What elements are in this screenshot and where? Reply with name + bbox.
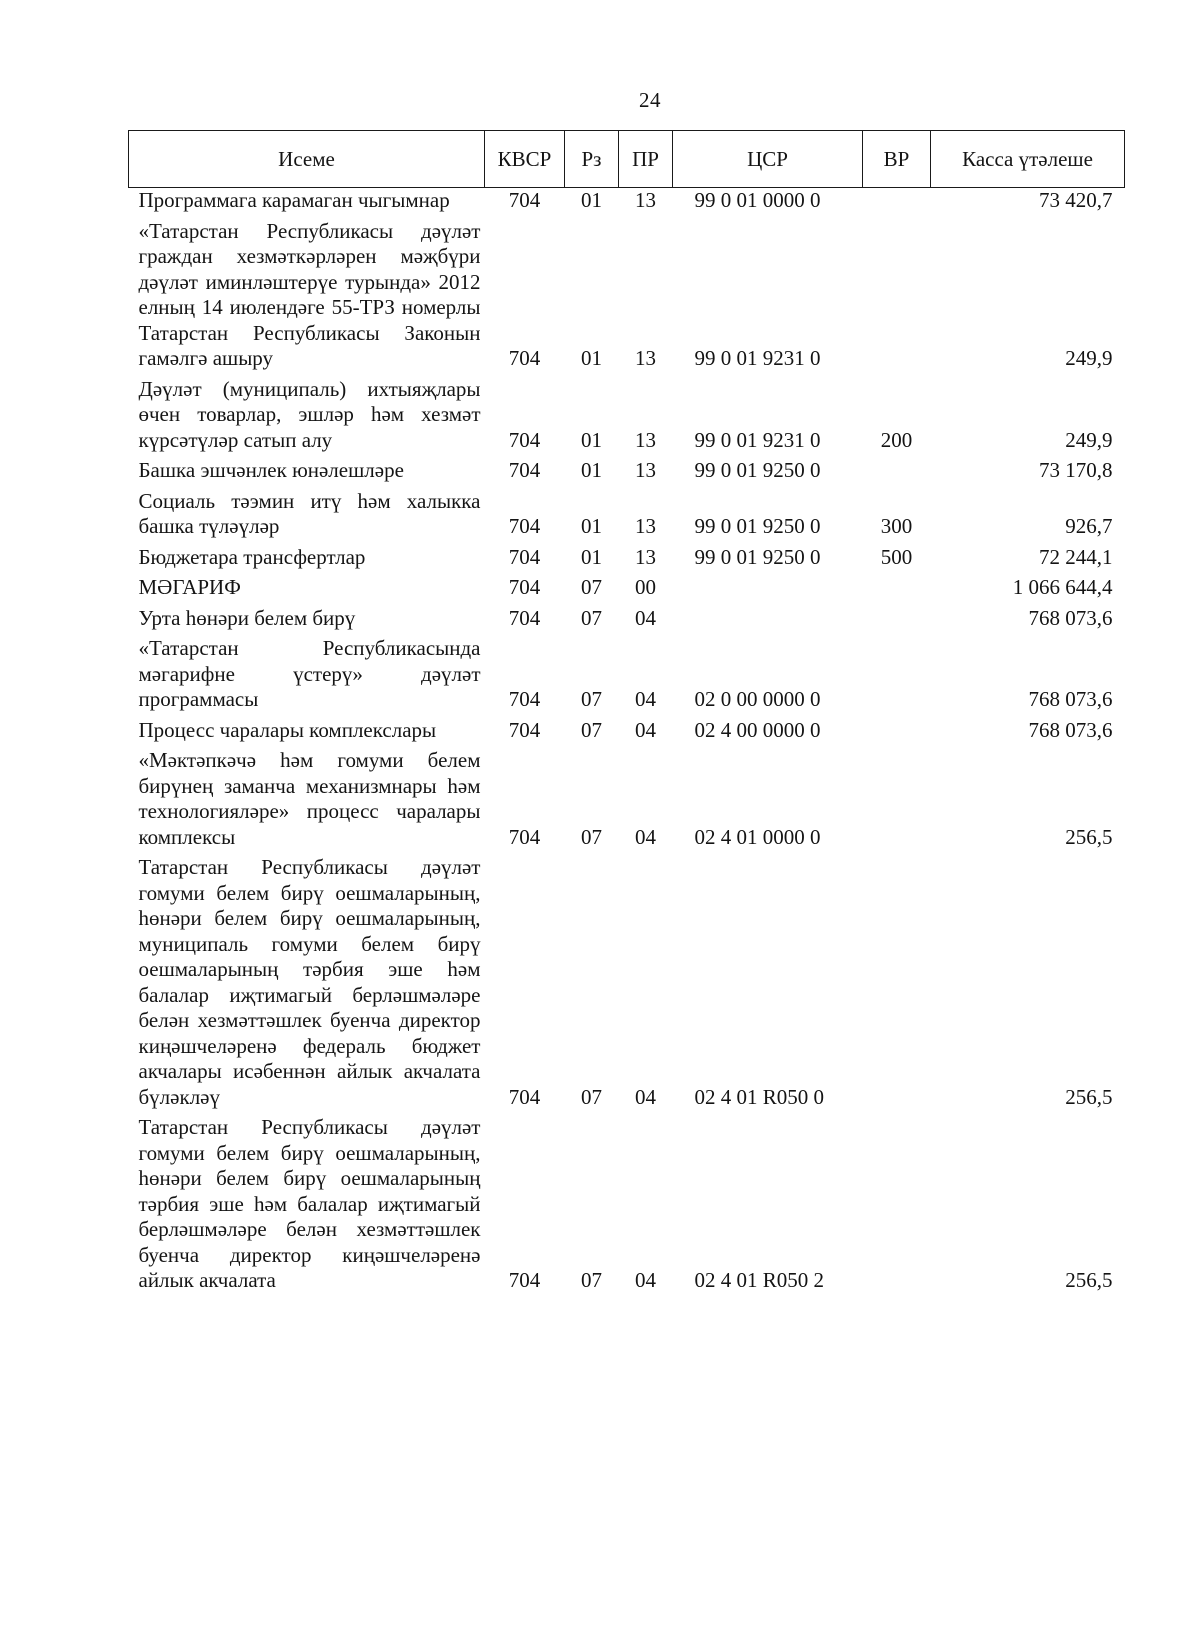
row-rz: 01	[581, 188, 602, 212]
row-rz: 01	[581, 427, 602, 452]
header-amount: Касса үтәлеше	[931, 131, 1125, 188]
table-row	[129, 604, 1125, 635]
row-name: Башка эшчәнлек юнәлешләре	[138, 458, 404, 482]
row-vr	[863, 634, 931, 716]
table-body	[129, 188, 1125, 1297]
row-rz: 01	[581, 544, 602, 569]
row-kvsr: 704	[508, 544, 541, 569]
table-row	[129, 634, 1125, 716]
row-kvsr: 704	[508, 427, 541, 452]
row-pr: 04	[635, 1268, 656, 1292]
table-row	[129, 543, 1125, 574]
row-csr: 02 4 01 R050 2	[694, 1268, 825, 1292]
table-row	[129, 746, 1125, 853]
header-rz: Рз	[565, 131, 619, 188]
row-csr: 99 0 01 9250 0	[694, 458, 821, 482]
row-pr: 13	[635, 427, 656, 452]
row-csr: 99 0 01 0000 0	[694, 188, 821, 212]
row-pr: 04	[635, 1084, 656, 1109]
row-pr: 04	[635, 687, 656, 711]
row-kvsr: 704	[508, 458, 541, 482]
row-amount: 256,5	[1065, 1268, 1113, 1292]
row-name: Дәүләт (муниципаль) ихтыяҗлары өчен товарлар, эшләр һәм хезмәт күрсәтүләр сатып алу	[138, 376, 481, 452]
row-rz: 07	[581, 605, 602, 630]
table-header	[129, 131, 1125, 188]
row-vr	[863, 456, 931, 487]
row-kvsr: 704	[508, 346, 541, 370]
row-vr	[863, 746, 931, 853]
row-vr	[863, 217, 931, 375]
table-header-row	[129, 131, 1125, 188]
row-pr: 13	[635, 458, 656, 482]
row-kvsr: 704	[508, 687, 541, 711]
row-name: «Татарстан Республикасында мәгарифне үстерү» дәүләт программасы	[138, 636, 481, 711]
row-csr: 99 0 01 9250 0	[694, 544, 821, 569]
table-row	[129, 217, 1125, 375]
row-rz: 07	[581, 687, 602, 711]
header-pr: ПР	[619, 131, 673, 188]
table-row	[129, 573, 1125, 604]
header-csr: ЦСР	[673, 131, 863, 188]
row-pr: 04	[635, 717, 656, 742]
row-csr: 02 4 01 0000 0	[694, 824, 821, 849]
row-rz: 07	[581, 1084, 602, 1109]
row-amount: 926,7	[1065, 514, 1113, 538]
row-kvsr: 704	[508, 575, 541, 599]
row-rz: 07	[581, 575, 602, 599]
row-amount: 256,5	[1065, 1084, 1113, 1109]
row-rz: 01	[581, 514, 602, 538]
row-amount: 1 066 644,4	[1012, 575, 1113, 599]
row-rz: 07	[581, 824, 602, 849]
row-vr	[863, 853, 931, 1113]
row-csr: 02 4 00 0000 0	[694, 717, 821, 742]
row-pr: 13	[635, 346, 656, 370]
row-vr: 300	[880, 514, 913, 538]
row-kvsr: 704	[508, 1084, 541, 1109]
row-name: Бюджетара трансфертлар	[138, 544, 366, 569]
row-csr: 99 0 01 9250 0	[694, 514, 821, 538]
row-name: Процесс чаралары комплекслары	[138, 717, 437, 742]
row-pr: 13	[635, 544, 656, 569]
table-row	[129, 1113, 1125, 1297]
row-name: «Мәктәпкәчә һәм гомуми белем бирүнең заманча механизмнары һәм технологияләре» процесс чаралары комплексы	[138, 748, 481, 849]
row-amount: 249,9	[1065, 427, 1113, 452]
row-name: МӘГАРИФ	[138, 575, 241, 599]
row-vr: 500	[880, 544, 913, 569]
row-name: Татарстан Республикасы дәүләт гомуми белем бирү оешмаларының, һөнәри белем бирү оешмаларының, муниципаль гомуми белем бирү оешмаларының тәрбия эше һәм балалар иҗтимагый берләшмәләре белән хезмәттәшлек буенча директор киңәшчеләренә федераль бюджет акчалары исәбеннән айлык акчалата бүләкләү	[138, 855, 481, 1109]
row-rz: 07	[581, 717, 602, 742]
table-row	[129, 188, 1125, 217]
row-rz: 01	[581, 458, 602, 482]
row-kvsr: 704	[508, 605, 541, 630]
row-csr: 99 0 01 9231 0	[694, 346, 821, 370]
row-vr	[863, 573, 931, 604]
table-row	[129, 375, 1125, 457]
table-row	[129, 456, 1125, 487]
row-csr	[673, 573, 863, 604]
row-csr: 02 4 01 R050 0	[694, 1084, 825, 1109]
row-amount: 768 073,6	[1028, 687, 1113, 711]
row-amount: 73 170,8	[1039, 458, 1113, 482]
row-pr: 13	[635, 188, 656, 212]
row-kvsr: 704	[508, 514, 541, 538]
row-pr: 04	[635, 605, 656, 630]
page-number: 24	[639, 88, 661, 112]
row-name: «Татарстан Республикасы дәүләт граждан хезмәткәрләрен мәҗбүри дәүләт иминләштерүе турында» 2012 елның 14 июлендәге 55-ТРЗ номерлы Татарстан Республикасы Законын гамәлгә ашыру	[138, 218, 481, 370]
row-vr	[863, 604, 931, 635]
row-amount: 768 073,6	[1028, 605, 1113, 630]
row-name: Урта һөнәри белем бирү	[138, 605, 356, 630]
header-kvsr: КВСР	[485, 131, 565, 188]
row-amount: 72 244,1	[1039, 544, 1113, 569]
row-kvsr: 704	[508, 824, 541, 849]
header-name: Исеме	[129, 131, 485, 188]
row-vr	[863, 1113, 931, 1297]
table-row	[129, 487, 1125, 543]
row-name: Программага карамаган чыгымнар	[138, 188, 450, 212]
row-csr	[673, 604, 863, 635]
row-pr: 00	[635, 575, 656, 599]
table-row	[129, 716, 1125, 747]
row-rz: 07	[581, 1268, 602, 1292]
row-name: Социаль тәэмин итү һәм халыкка башка түләүләр	[138, 488, 481, 538]
table-row	[129, 853, 1125, 1113]
row-amount: 256,5	[1065, 824, 1113, 849]
row-rz: 01	[581, 346, 602, 370]
row-csr: 02 0 00 0000 0	[694, 687, 821, 711]
row-csr: 99 0 01 9231 0	[694, 427, 821, 452]
row-kvsr: 704	[508, 188, 541, 212]
row-kvsr: 704	[508, 1268, 541, 1292]
header-vr: ВР	[863, 131, 931, 188]
row-amount: 768 073,6	[1028, 717, 1113, 742]
row-vr	[863, 188, 931, 217]
row-name: Татарстан Республикасы дәүләт гомуми белем бирү оешмаларының, һөнәри белем бирү оешмаларының тәрбия эше һәм балалар иҗтимагый берләшмәләре белән хезмәттәшлек буенча директор киңәшчеләренә айлык акчалата	[138, 1115, 481, 1292]
budget-execution-table	[128, 130, 1125, 1297]
row-amount: 249,9	[1065, 346, 1113, 370]
row-pr: 13	[635, 514, 656, 538]
row-vr: 200	[880, 427, 913, 452]
row-pr: 04	[635, 824, 656, 849]
row-kvsr: 704	[508, 717, 541, 742]
row-amount: 73 420,7	[1039, 188, 1113, 212]
row-vr	[863, 716, 931, 747]
